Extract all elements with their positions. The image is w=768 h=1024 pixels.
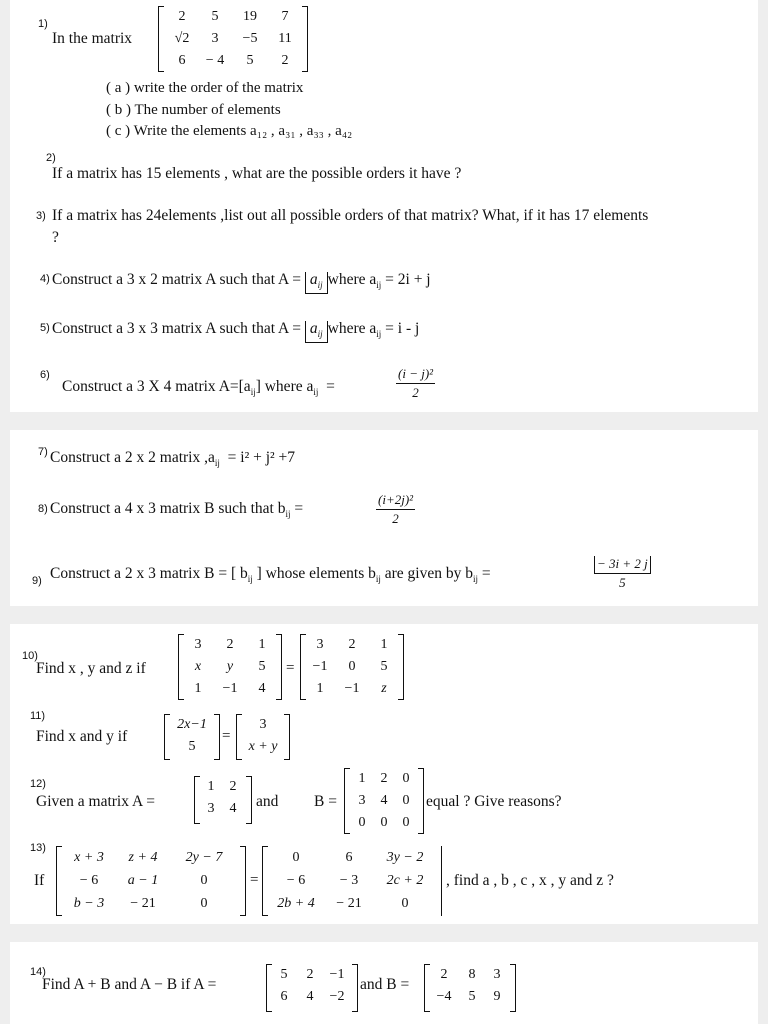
q13-tail: , find a , b , c , x , y and z ? <box>446 872 614 889</box>
question-card-4 <box>10 942 758 1024</box>
q8-fraction: $\frac{\text{(i+2j)²}}{2}$ <box>378 492 414 526</box>
q10-equals: = <box>286 660 295 676</box>
q7-number: 7) <box>38 446 48 458</box>
q11-equals: = <box>222 728 231 744</box>
q1-number: 1) <box>38 18 48 30</box>
q12-tail: equal ? Give reasons? <box>426 793 562 810</box>
q11-lead: Find x and y if <box>36 728 128 745</box>
q10-number: 10) <box>22 650 38 662</box>
q6-fraction: $\frac{\text{(i − j)²}}{2}$ <box>398 366 434 400</box>
q1-part-a: ( a ) write the order of the matrix <box>106 80 304 96</box>
question-card-2 <box>10 430 758 606</box>
q9-text: Construct a 2 x 3 matrix B = [ $b_{ij}$ ] whose elements $b_{ij}$ are given by $b_{ij}$ = <box>50 565 491 585</box>
q1-matrix: 2 5 19 7 √2 3 −5 11 6 − 4 5 2 <box>158 6 308 72</box>
q6-number: 6) <box>40 369 50 381</box>
q14-and: and B = <box>360 976 410 993</box>
q1-part-b: ( b ) The number of elements <box>106 102 281 118</box>
q3-number: 3) <box>36 210 46 222</box>
q10-left-matrix: 3 2 1 x y 5 1 −1 4 <box>178 634 282 700</box>
q12-lead: Given a matrix A = <box>36 793 155 810</box>
q12-matrix-a: 1 2 3 4 <box>194 776 252 824</box>
q14-lead: Find A + B and A − B if A = <box>42 976 217 993</box>
q4-number: 4) <box>40 273 50 285</box>
q13-left-matrix: x + 3 z + 4 2y − 7 − 6 a − 1 0 b − 3 − 21 0 <box>56 846 246 916</box>
q11-right-matrix: 3 x + y <box>236 714 290 760</box>
q2-number: 2) <box>46 152 56 164</box>
q10-right-matrix: 3 2 1 −1 0 5 1 −1 z <box>300 634 404 700</box>
q4-text: Construct a 3 x 2 matrix A such that $A = a_{ij}$ where $a_{ij} = 2i + j$ <box>52 271 431 294</box>
q13-lead: If <box>34 872 45 889</box>
q8-number: 8) <box>38 503 48 515</box>
q2-text: If a matrix has 15 elements , what are the possible orders it have ? <box>52 165 462 182</box>
q12-matrix-b: 1 2 0 3 4 0 0 0 0 <box>344 768 424 834</box>
q13-equals: = <box>250 872 259 888</box>
q13-number: 13) <box>30 842 46 854</box>
q11-left-matrix: 2x−1 5 <box>164 714 220 760</box>
question-card-3 <box>10 624 758 924</box>
q13-right-matrix: 0 6 3y − 2 − 6 − 3 2c + 2 2b + 4 − 21 0 <box>262 846 442 916</box>
q5-number: 5) <box>40 322 50 334</box>
q11-number: 11) <box>30 710 46 722</box>
q12-b-label: B = <box>314 793 337 810</box>
q10-lead: Find x , y and z if <box>36 660 146 677</box>
q6-text: Construct a 3 X 4 matrix $A=[a_{ij}]$ where $a_{ij}$ = <box>62 378 335 398</box>
q1-part-c: ( c ) Write the elements a₁₂ , a₃₁ , a₃₃ , a₄₂ <box>106 123 353 139</box>
q14-matrix-a: 5 2 −1 6 4 −2 <box>266 964 358 1012</box>
q8-text: Construct a 4 x 3 matrix B such that $b_{ij}$ = <box>50 500 304 520</box>
q12-number: 12) <box>30 778 46 790</box>
q14-number: 14) <box>30 966 46 978</box>
question-card-1 <box>10 0 758 412</box>
q9-fraction: $\frac{- 3i + 2 j}{5}$ <box>594 556 651 591</box>
q3-text: If a matrix has 24elements ,list out all possible orders of that matrix? What, if it has 17 elements <box>52 207 649 224</box>
q7-text: Construct a 2 x 2 matrix $,a_{ij} = i^2 + j^2 +7$ <box>50 449 296 469</box>
q12-and: and <box>256 793 279 810</box>
q5-text: Construct a 3 x 3 matrix A such that $A = a_{ij}$ where $a_{ij} = i - j$ <box>52 320 419 343</box>
q1-lead: In the matrix <box>52 30 133 47</box>
q3-text-cont: ? <box>52 229 59 246</box>
q14-matrix-b: 2 8 3 −4 5 9 <box>424 964 516 1012</box>
q9-number: 9) <box>32 575 42 587</box>
